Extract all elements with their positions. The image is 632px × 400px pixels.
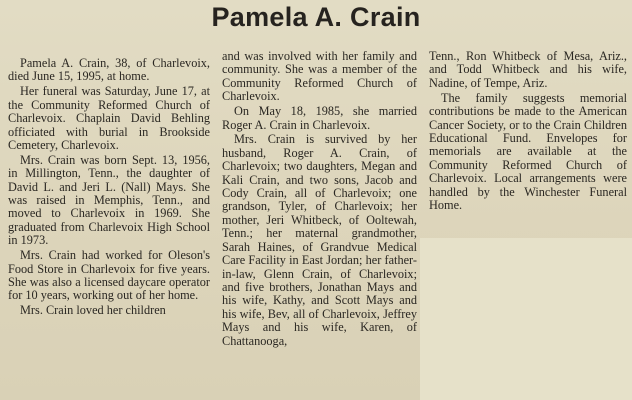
paragraph: Mrs. Crain is survived by her husband, Roger A. Crain, of Charlevoix; two daughters, Megan and Kali Crain, and two sons, Jacob and Cody Crain, all of Charlevoix; one grandson, Tyler, of Charlevoix; her mother, Jeri Whitbeck, of Ooltewah, Tenn.; her maternal grandmother, Sarah Haines, of Grandvue Medical Care Facility in East Jordan; her father-in-law, Glenn Crain, of Charlevoix; and five brothers, Jonathan Mays and his wife, Kathy, and Scott Mays and his wife, Bev, all of Charlevoix, Jeffrey Mays and his wife, Karen, of Chattanooga,: [222, 132, 417, 348]
column-3: [429, 50, 627, 214]
paragraph: Pamela A. Crain, 38, of Charlevoix, died June 15, 1995, at home.: [8, 56, 210, 84]
paragraph: Her funeral was Saturday, June 17, at the Community Reformed Church of Charlevoix. Chaplain David Behling officiated with burial in Brookside Cemetery, Charlevoix.: [8, 84, 210, 152]
paragraph: Mrs. Crain loved her children: [20, 303, 166, 318]
column-1: [8, 57, 210, 319]
paragraph: The family suggests memorial contributions be made to the American Cancer Society, or to the Crain Children Educational Fund. Envelopes for memorials are available at the Community Reformed Church of Charlevoix. Local arrangements were handled by the Winchester Funeral Home.: [429, 90, 627, 212]
column-2: [222, 50, 417, 349]
paragraph-continuation: Tenn., Ron Whitbeck of Mesa, Ariz., and Todd Whitbeck and his wife, Nadine, of Tempe, Ariz.: [429, 49, 627, 90]
paragraph: On May 18, 1985, she married Roger A. Crain in Charlevoix.: [222, 104, 417, 132]
obituary-headline: Pamela A. Crain: [211, 2, 421, 32]
show-through-area: [420, 238, 632, 400]
paragraph: Mrs. Crain was born Sept. 13, 1956, in Millington, Tenn., the daughter of David L. and Jeri L. (Nall) Mays. She was raised in Memphis, Tenn., and moved to Charlevoix in 1969. She graduated from Charlevoix High School in 1973.: [8, 152, 210, 248]
paragraph: Mrs. Crain had worked for Oleson's Food Store in Charlevoix for five years. She was also a licensed daycare operator for 10 years, working out of her home.: [8, 248, 210, 303]
paragraph-continuation: and was involved with her family and community. She was a member of the Community Reformed Church of Charlevoix.: [222, 49, 417, 104]
